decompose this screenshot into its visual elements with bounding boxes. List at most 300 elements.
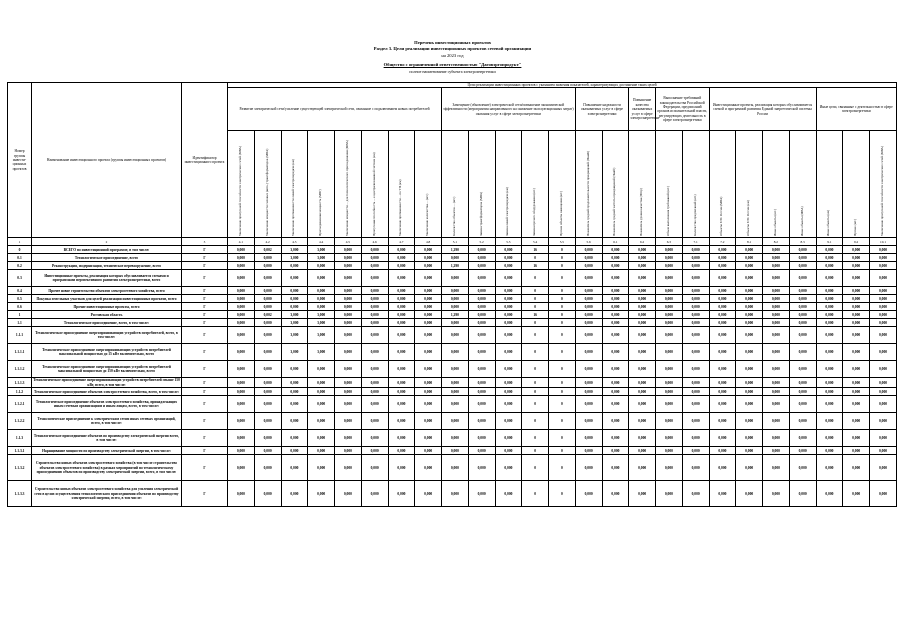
value-cell: 0,000 [361,254,388,262]
value-cell: 0,000 [281,262,308,270]
value-cell: 0,000 [228,447,255,455]
value-cell: 0,000 [415,287,442,295]
value-cell: 0,000 [308,378,335,388]
value-cell: 0,000 [843,262,870,270]
table-row [8,254,897,262]
value-cell: 0,000 [468,447,495,455]
value-cell: 0 [522,303,549,311]
value-cell: 0,000 [254,327,281,344]
value-cell: 0,000 [843,430,870,447]
value-cell: 0 [549,481,576,507]
value-cell: 0,000 [870,344,897,361]
value-cell: 3,000 [281,254,308,262]
value-cell: 0,000 [736,303,763,311]
value-cell: 1,290 [442,246,469,254]
value-cell: 0,000 [575,287,602,295]
value-cell: 0,000 [228,254,255,262]
value-cell: 0,000 [656,287,683,295]
value-cell: 0,000 [388,396,415,413]
value-cell: 0,000 [335,262,362,270]
value-cell: 0,000 [656,430,683,447]
indicator-header-text: Иные объекты (шт.) [773,209,778,237]
column-index-cell: 4.7 [388,238,415,246]
value-cell: 0,000 [789,287,816,295]
value-cell: 0,000 [495,430,522,447]
value-cell: 0,000 [308,295,335,303]
value-cell: 0,000 [228,303,255,311]
row-number: 1.1.3 [8,430,32,447]
column-index-cell: 5.2 [468,238,495,246]
row-project-name: Прочее новое строительство объектов электросетевого хозяйства, всего [32,287,182,295]
indicator-header [575,131,602,238]
value-cell: 0,000 [602,311,629,319]
row-project-name: Технологическое присоединение энергопринимающих устройств потребителей максимальной мощностью до 15 кВт включительно, всего [32,344,182,361]
value-cell: 0,000 [629,254,656,262]
value-cell: 0 [549,447,576,455]
value-cell: 0,000 [843,311,870,319]
value-cell: 0,000 [870,295,897,303]
value-cell: 0,000 [335,303,362,311]
row-project-name: Инвестиционные проекты, реализация которых обуславливается схемами и программами перспективного развития электроэнергетики, всего [32,270,182,287]
value-cell: 0,000 [789,246,816,254]
value-cell: 0,000 [575,319,602,327]
value-cell: 0,000 [629,344,656,361]
row-project-id: Г [182,246,228,254]
value-cell: 0,000 [388,378,415,388]
value-cell: 0,000 [763,481,790,507]
row-project-name: Наращивание мощности по производству электрической энергии, в том числе: [32,447,182,455]
column-index-cell: 4.1 [228,238,255,246]
value-cell: 0,000 [308,287,335,295]
value-cell: 0,000 [335,246,362,254]
value-cell: 0,000 [682,319,709,327]
indicator-header-text: Показатель уровня качества (Птпр) [639,188,644,237]
value-cell: 0,000 [388,287,415,295]
value-cell: 0,000 [789,254,816,262]
value-cell: 0,000 [281,303,308,311]
value-cell: 0,000 [602,388,629,396]
value-cell: 0,000 [468,413,495,430]
value-cell: 0,000 [629,361,656,378]
value-cell: 0,000 [361,344,388,361]
value-cell: 3,000 [281,246,308,254]
value-cell: 0,000 [442,319,469,327]
table-row [8,319,897,327]
value-cell: 0,000 [254,447,281,455]
column-index-cell: 6.2 [629,238,656,246]
value-cell: 0,000 [281,270,308,287]
value-cell: 0,000 [736,295,763,303]
value-cell: 0,000 [682,287,709,295]
value-cell: 0,000 [843,396,870,413]
value-cell: 0,000 [415,361,442,378]
value-cell: 0,000 [870,455,897,481]
value-cell: 0,000 [415,413,442,430]
value-cell: 0,000 [843,455,870,481]
column-index-cell: 3 [182,238,228,246]
indicator-header-text: Увеличение мощности ... для технологического присоединения (МВА) [345,140,350,237]
value-cell: 0,000 [228,455,255,481]
value-cell: 0,000 [870,413,897,430]
value-cell: 0,000 [843,481,870,507]
value-cell: 0,000 [656,327,683,344]
column-index-cell: 6.3 [656,238,683,246]
value-cell: 0,000 [335,447,362,455]
column-index-cell: 7.1 [682,238,709,246]
value-cell: 0,000 [575,413,602,430]
value-cell: 0,000 [335,287,362,295]
column-index-cell: 8.2 [763,238,790,246]
indicator-header [442,131,469,238]
value-cell: 0,000 [468,378,495,388]
title-line-1: Перечень инвестиционных проектов [414,40,491,45]
value-cell: 0,000 [789,396,816,413]
row-project-id: Г [182,295,228,303]
value-cell: 0,000 [763,378,790,388]
value-cell: 0,000 [682,270,709,287]
value-cell: 0,000 [656,344,683,361]
value-cell: 0,000 [789,413,816,430]
value-cell: 0 [522,430,549,447]
value-cell: 0,000 [254,254,281,262]
value-cell: 0,000 [495,344,522,361]
value-cell: 0,000 [870,430,897,447]
value-cell: 0,000 [682,311,709,319]
value-cell: 0 [522,254,549,262]
value-cell: 0,000 [415,303,442,311]
table-row [8,246,897,254]
table-row [8,295,897,303]
value-cell: 0,000 [656,396,683,413]
indicator-header-text: Количество предписаний (шт.) [692,194,697,237]
document-title-block [0,40,905,75]
value-cell: 0,000 [602,413,629,430]
row-project-id: Г [182,396,228,413]
title-line-2: Раздел 3. Цели реализации инвестиционных проектов сетевой организации [373,46,532,52]
value-cell: 3,000 [308,344,335,361]
value-cell: 0 [522,481,549,507]
row-project-id: Г [182,388,228,396]
value-cell: 0,000 [736,327,763,344]
value-cell: 0,000 [816,344,843,361]
value-cell: 0,000 [228,287,255,295]
value-cell: 0,000 [629,430,656,447]
value-cell: 3,000 [281,319,308,327]
value-cell: 0,000 [361,295,388,303]
goal-group-header: Повышение качества оказываемых услуг в сфере электроэнергетики [629,88,656,131]
value-cell: 0,000 [602,481,629,507]
column-index-cell: 1 [8,238,32,246]
value-cell: 0,000 [575,311,602,319]
value-cell: 0,000 [602,361,629,378]
value-cell: 0,000 [415,327,442,344]
value-cell: 0 [549,361,576,378]
value-cell: 0,000 [415,430,442,447]
row-number: 1.1.1.2 [8,361,32,378]
value-cell: 0 [522,378,549,388]
value-cell: 0,000 [843,319,870,327]
value-cell: 0,000 [870,303,897,311]
indicator-header [388,131,415,238]
value-cell: 0 [549,327,576,344]
value-cell: 0,000 [656,262,683,270]
value-cell: 0,000 [468,430,495,447]
value-cell: 0,000 [763,455,790,481]
value-cell: 0,000 [468,287,495,295]
value-cell: 0,000 [388,481,415,507]
indicator-header [816,131,843,238]
value-cell: 0,000 [281,388,308,396]
value-cell: 0,000 [468,295,495,303]
indicator-header [228,131,255,238]
value-cell: 0,000 [736,262,763,270]
value-cell: 0,000 [468,344,495,361]
indicator-header [789,131,816,238]
row-project-name: Технологическое присоединение объектов по производству электрической энергии всего, в том числе: [32,430,182,447]
value-cell: 0,000 [388,388,415,396]
row-project-name: Технологическое присоединение энергопринимающих устройств потребителей, всего, в том числе: [32,327,182,344]
value-cell: 0,000 [816,254,843,262]
value-cell: 0,000 [415,311,442,319]
row-project-name: Технологическое присоединение объектов электросетевого хозяйства, всего, в том числе: [32,388,182,396]
value-cell: 0,000 [442,455,469,481]
value-cell: 0,000 [682,254,709,262]
value-cell: 0,000 [629,287,656,295]
value-cell: 0,000 [816,270,843,287]
value-cell: 0,000 [415,254,442,262]
value-cell: 0,000 [656,246,683,254]
value-cell: 0 [522,344,549,361]
column-index-row [8,238,897,246]
value-cell: 0,000 [602,396,629,413]
value-cell: 0,000 [442,303,469,311]
value-cell: 0,000 [468,303,495,311]
value-cell: 3,000 [308,319,335,327]
value-cell: 0,000 [495,327,522,344]
value-cell: 0,000 [228,378,255,388]
value-cell: 0,000 [763,254,790,262]
value-cell: 0,000 [816,396,843,413]
table-row [8,447,897,455]
row-project-id: Г [182,430,228,447]
value-cell: 0,000 [361,303,388,311]
indicator-header-text: Увеличение количества ... (шт.) [425,194,430,237]
value-cell: 0,000 [308,262,335,270]
value-cell: 0,000 [415,246,442,254]
column-index-cell: 4.3 [281,238,308,246]
indicator-header [361,131,388,238]
value-cell: 0,000 [442,327,469,344]
value-cell: 0,000 [870,246,897,254]
value-cell: 0,000 [442,430,469,447]
value-cell: 0,000 [388,262,415,270]
value-cell: 3,000 [308,254,335,262]
value-cell: 0 [549,303,576,311]
value-cell: 0,000 [602,254,629,262]
indicator-header [415,131,442,238]
value-cell: 0,000 [308,361,335,378]
indicator-header [495,131,522,238]
row-project-id: Г [182,361,228,378]
value-cell: 0,000 [682,246,709,254]
goal-group-header: Замещение (обновление) электрической сети/повышение экономической эффективности (мероприятия направленного на снижение эксплуатационных затрат) оказания услуг в сфере электроэнергетики [442,88,576,131]
value-cell: 0,000 [763,396,790,413]
value-cell: 0,000 [736,254,763,262]
indicator-header-text: Прочее (шт.) [853,219,858,237]
value-cell: 0,000 [816,303,843,311]
value-cell: 0,000 [629,270,656,287]
value-cell: 0,000 [682,455,709,481]
value-cell: 0,000 [281,455,308,481]
goal-group-header: Иные цели, связанные с деятельностью в сфере электроэнергетики [816,88,897,131]
goal-group-header: Повышение надежности оказываемых услуг в сфере электроэнергетики [575,88,629,131]
value-cell: 0,000 [789,388,816,396]
value-cell: 0,000 [254,430,281,447]
value-cell: 0,000 [361,311,388,319]
row-number: 0.1 [8,254,32,262]
indicator-header-text: Увеличение протяженности ... по ТП (км) [398,180,403,237]
row-project-id: Г [182,270,228,287]
value-cell: 0 [549,455,576,481]
value-cell: 0,000 [308,270,335,287]
value-cell: 0,000 [361,287,388,295]
value-cell: 0 [522,319,549,327]
row-project-id: Г [182,447,228,455]
value-cell: 0,000 [816,413,843,430]
value-cell: 0,000 [709,396,736,413]
value-cell: 0,000 [709,361,736,378]
value-cell: 0,000 [575,327,602,344]
value-cell: 0,000 [335,481,362,507]
table-row [8,311,897,319]
row-number: 1.1.2.2 [8,413,32,430]
value-cell: 0,000 [335,344,362,361]
value-cell: 0,000 [495,481,522,507]
value-cell: 0,000 [575,295,602,303]
value-cell: 0,000 [736,378,763,388]
table-row [8,270,897,287]
value-cell: 0,000 [335,388,362,396]
value-cell: 0,000 [228,388,255,396]
column-index-cell: 5.6 [575,238,602,246]
value-cell: 0,000 [254,455,281,481]
investment-goals-table [7,82,897,507]
indicator-header-text: Иные объекты (МВА) [799,206,804,237]
value-cell: 0 [549,295,576,303]
value-cell: 0,000 [843,303,870,311]
value-cell: 0,000 [308,455,335,481]
value-cell: 0 [549,413,576,430]
value-cell: 0,000 [843,361,870,378]
value-cell: 0,000 [442,396,469,413]
value-cell: 0,000 [736,287,763,295]
row-number: 1.1.1 [8,327,32,344]
value-cell: 0,000 [575,270,602,287]
value-cell: 0,000 [361,319,388,327]
value-cell: 0,000 [495,311,522,319]
column-index-cell: 7.2 [709,238,736,246]
value-cell: 0,000 [736,447,763,455]
value-cell: 0,000 [281,378,308,388]
value-cell: 0,000 [361,361,388,378]
value-cell: 0,000 [602,327,629,344]
value-cell: 0,000 [602,246,629,254]
value-cell: 0,000 [816,287,843,295]
value-cell: 0,000 [415,396,442,413]
value-cell: 0,000 [656,303,683,311]
value-cell: 0,000 [361,270,388,287]
value-cell: 0,000 [308,396,335,413]
row-number: 1.1.3.1 [8,447,32,455]
value-cell: 0,000 [656,455,683,481]
row-number: 1 [8,311,32,319]
value-cell: 0,000 [442,481,469,507]
value-cell: 0,000 [495,287,522,295]
value-cell: 0,000 [763,319,790,327]
value-cell: 0,000 [843,447,870,455]
value-cell: 0,000 [415,319,442,327]
value-cell: 0,000 [816,311,843,319]
value-cell: 0,000 [495,388,522,396]
value-cell: 0,000 [442,344,469,361]
value-cell: 0,000 [495,303,522,311]
value-cell: 0,000 [682,303,709,311]
value-cell: 0,000 [308,447,335,455]
value-cell: 0,000 [682,388,709,396]
value-cell: 0,000 [682,262,709,270]
value-cell: 0,000 [468,481,495,507]
value-cell: 0,000 [602,287,629,295]
value-cell: 0,000 [763,262,790,270]
value-cell: 0,000 [388,319,415,327]
value-cell: 0,000 [468,455,495,481]
value-cell: 0,000 [656,413,683,430]
value-cell: 0,000 [254,361,281,378]
value-cell: 0,000 [736,396,763,413]
row-project-id: Г [182,327,228,344]
value-cell: 0,000 [254,344,281,361]
value-cell: 0,000 [442,270,469,287]
value-cell: 0,000 [228,361,255,378]
value-cell: 0,000 [736,413,763,430]
value-cell: 3,000 [308,327,335,344]
value-cell: 0,000 [870,311,897,319]
value-cell: 0,000 [335,396,362,413]
row-number: 1.1 [8,319,32,327]
value-cell: 0,000 [602,295,629,303]
value-cell: 0,000 [415,270,442,287]
column-index-cell: 4.5 [335,238,362,246]
row-project-id: Г [182,455,228,481]
row-project-name: Технологическое присоединение объектов электросетевого хозяйства, принадлежащих иным сетевым организациям и иным лицам, всего, в том числе: [32,396,182,413]
value-cell: 0,000 [335,327,362,344]
value-cell: 0,000 [415,388,442,396]
indicator-header [763,131,790,238]
value-cell: 0,000 [629,246,656,254]
value-cell: 0,000 [763,287,790,295]
value-cell: 0,000 [254,287,281,295]
value-cell: 0,000 [361,413,388,430]
value-cell: 0,000 [709,327,736,344]
value-cell: 0,000 [335,378,362,388]
value-cell: 0,000 [629,396,656,413]
row-project-id: Г [182,413,228,430]
row-number: 1.1.3.3 [8,481,32,507]
organization-name: Общество с ограниченной ответственностью "Даговэргопродукт" [383,62,522,68]
value-cell: 0,000 [709,270,736,287]
value-cell: 0,000 [709,319,736,327]
value-cell: 0,000 [629,327,656,344]
